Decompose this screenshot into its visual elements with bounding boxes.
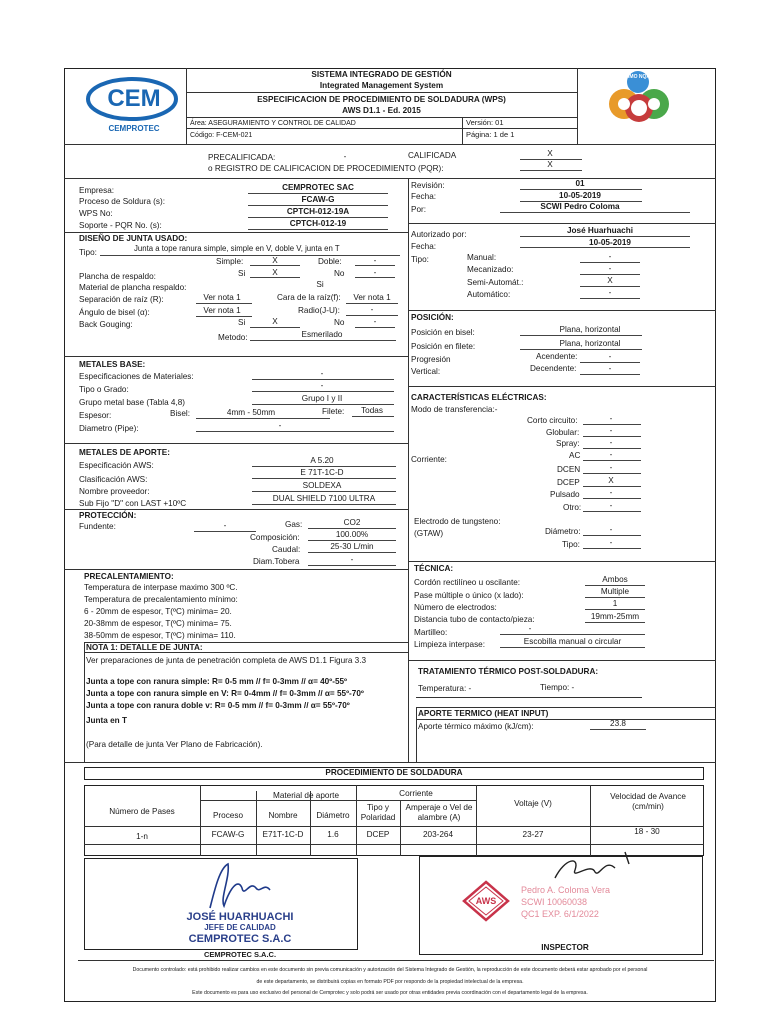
footer-line-2: de este departamento, se distribuirá copias en formato PDF por respondo de la propiedad intelectual de la empresa. <box>256 979 524 985</box>
nota-line-3: Junta a tope con ranura simple en V: R= 0-4mm // f= 0-3mm // α= 55º-70º <box>86 689 364 698</box>
filete-pos-value: Plana, horizontal <box>559 339 621 348</box>
calificada-value: X <box>547 149 553 158</box>
tipo-grado-label: Tipo o Grado: <box>79 385 129 394</box>
num-electrodos-label: Número de electrodos: <box>414 603 497 612</box>
electricas-heading: CARACTERÍSTICAS ELÉCTRICAS: <box>411 393 547 402</box>
footer-line-1: Documento controlado: está prohibido realizar cambios en este documento sin previa comunicación y autorización del Sistema Integrado de Gestión, la reproducción de este documento deberá estar aprobado por el personal <box>132 967 648 973</box>
precal-heading: PRECALENTAMIENTO: <box>84 572 174 581</box>
wps-value: CPTCH-012-19A <box>286 207 350 216</box>
back-si-label: Si <box>238 318 246 327</box>
cell-amperaje: 203-264 <box>422 830 454 839</box>
revision-value: 01 <box>575 179 585 188</box>
limpieza-value: Escobilla manual o circular <box>523 637 622 646</box>
junta-heading: DISEÑO DE JUNTA USADO: <box>79 234 188 243</box>
aporte-heading: METALES DE APORTE: <box>79 448 170 457</box>
modo-label: Modo de transferencia:- <box>411 405 498 414</box>
fundente-label: Fundente: <box>79 522 116 531</box>
weld-type-label: Tipo: <box>411 255 429 264</box>
dcen-label: DCEN <box>557 465 581 474</box>
manual-label: Manual: <box>467 253 497 262</box>
version-text: Versión: 01 <box>466 118 504 127</box>
espesor-label: Espesor: <box>79 411 112 420</box>
tipo-grado-value: - <box>320 381 324 390</box>
automatico-value: - <box>608 288 612 297</box>
decendente-label: Decendente: <box>530 364 577 373</box>
separacion-label: Separación de raíz (R): <box>79 295 164 304</box>
back-gouging-label: Back Gouging: <box>79 320 133 329</box>
por-value: SCWI Pedro Coloma <box>540 202 620 211</box>
proceso-label: Proceso de Soldura (s): <box>79 197 166 206</box>
plancha-si-label: Si <box>238 269 246 278</box>
th-tipo: Tipo y Polaridad <box>360 803 396 822</box>
pase-label: Pase múltiple o único (x lado): <box>414 591 524 600</box>
caudal-value: 25-30 L/min <box>330 542 374 551</box>
procedimiento-heading: PROCEDIMIENTO DE SOLDADURA <box>325 768 463 777</box>
material-respaldo-label: Material de plancha respaldo: <box>79 283 187 292</box>
th-proceso: Proceso <box>212 811 244 820</box>
spray-value: - <box>609 438 613 447</box>
pase-value: Multiple <box>600 587 630 596</box>
globular-value: - <box>609 426 613 435</box>
acendente-value: - <box>608 352 612 361</box>
cara-value: Ver nota 1 <box>353 293 391 302</box>
inspector-line-2: SCWI 10060038 <box>521 897 588 907</box>
cell-velocidad: 18 - 30 <box>634 827 660 836</box>
bisel-pos-label: Posición en bisel: <box>411 328 475 337</box>
back-si-value: X <box>272 317 278 326</box>
grupo-value: Grupo I y II <box>301 394 343 403</box>
header-title-4: AWS D1.1 - Ed. 2015 <box>342 106 421 115</box>
footer-line-3: Este documento es para uso exclusivo del personal de Cemprotec y solo podrá ser usado por otras entidades previa coordinación con el departamento legal de la empresa. <box>192 990 588 996</box>
nota-line-5: Junta en T <box>86 716 127 725</box>
proveedor-label: Nombre proveedor: <box>79 487 150 496</box>
nota-line-4: Junta a tope con ranura doble v: R= 0-5 mm // f= 0-3mm // α= 55º-70º <box>86 701 350 710</box>
th-amperaje: Amperaje o Vel de alambre (A) <box>405 803 473 822</box>
fecha-value: 10-05-2019 <box>559 191 601 200</box>
tiempo-label: Tiempo: - <box>540 683 575 692</box>
pulsado-value: - <box>609 488 613 497</box>
progresion-label: Progresión <box>411 355 451 364</box>
aws-spec-value: A 5.20 <box>310 456 334 465</box>
plancha-no-label: No <box>334 269 345 278</box>
wps-label: WPS No: <box>79 209 113 218</box>
fecha2-label: Fecha: <box>411 242 437 251</box>
precal-line-4: 20-38mm de espesor, T(ºC) minima= 75. <box>84 619 232 628</box>
por-label: Por: <box>411 205 427 214</box>
bisel-pos-value: Plana, horizontal <box>559 325 621 334</box>
pulsado-label: Pulsado <box>550 490 580 499</box>
plancha-si-value: X <box>272 268 278 277</box>
cordon-value: Ambos <box>602 575 628 584</box>
corto-label: Corto circuito: <box>527 416 578 425</box>
precal-line-2: Temperatura de precalentamiento mínimo: <box>84 595 238 604</box>
fecha-label: Fecha: <box>411 192 437 201</box>
proveedor-value: SOLDEXA <box>302 481 342 490</box>
codigo-text: Código: F-CEM-021 <box>190 132 253 139</box>
ac-label: AC <box>569 451 581 460</box>
dcep-value: X <box>608 476 614 485</box>
distancia-value: 19mm-25mm <box>590 612 640 621</box>
tobera-label: Diam.Tobera <box>253 557 300 566</box>
bisel-label: Bisel: <box>170 409 191 418</box>
precal-line-1: Temperatura de interpase maximo 300 ºC. <box>84 583 238 592</box>
back-no-value: - <box>373 317 377 326</box>
th-voltaje: Voltaje (V) <box>514 799 552 808</box>
cell-proceso: FCAW-G <box>211 830 245 839</box>
th-pases: Número de Pases <box>109 807 175 816</box>
limpieza-label: Limpieza interpase: <box>414 640 485 649</box>
heat-max-value: 23.8 <box>610 719 626 728</box>
revision-label: Revisión: <box>411 181 445 190</box>
logo-text: CEM <box>107 85 161 112</box>
th-material: Material de aporte <box>273 791 339 800</box>
precal-line-5: 38-50mm de espesor, T(ºC) minima= 110. <box>84 631 236 640</box>
mecanizado-label: Mecanizado: <box>467 265 514 274</box>
espec-materiales-value: - <box>320 369 324 378</box>
cell-tipo: DCEP <box>366 830 390 839</box>
filete-label: Filete: <box>322 407 345 416</box>
posicion-heading: POSICIÓN: <box>411 313 454 322</box>
header-title-2: Integrated Management System <box>319 81 444 90</box>
cert-badge-label: IMO NQA <box>628 74 650 80</box>
aws-logo-text: AWS <box>475 896 497 906</box>
gas-value: CO2 <box>343 518 361 527</box>
automatico-label: Automático: <box>467 290 511 299</box>
material-respaldo-value: Si <box>316 280 324 289</box>
martilleo-label: Martilleo: <box>414 628 448 637</box>
diametro-tung-label: Diámetro: <box>545 527 581 536</box>
corriente-label: Corriente: <box>411 455 447 464</box>
decendente-value: - <box>608 364 612 373</box>
radio-value: - <box>370 305 374 314</box>
inspector-label: INSPECTOR <box>541 943 589 952</box>
empresa-value: CEMPROTEC SAC <box>282 183 354 192</box>
tratamiento-heading: TRATAMIENTO TÉRMICO POST-SOLDADURA: <box>418 667 599 676</box>
angulo-value: Ver nota 1 <box>203 306 241 315</box>
inspector-line-3: QC1 EXP. 6/1/2022 <box>521 909 599 919</box>
firma-empresa-2: CEMPROTEC S.A.C. <box>203 950 277 959</box>
tecnica-heading: TÉCNICA: <box>414 564 454 573</box>
distancia-label: Distancia tubo de contacto/pieza: <box>414 615 535 624</box>
nota-line-2: Junta a tope con ranura simple: R= 0-5 mm // f= 0-3mm // α= 40º-55º <box>86 677 348 686</box>
heat-heading: APORTE TERMICO (HEAT INPUT) <box>418 709 549 718</box>
metales-base-heading: METALES BASE: <box>79 360 146 369</box>
junta-tipo-label: Tipo: <box>79 248 97 257</box>
caudal-label: Caudal: <box>272 545 301 554</box>
cell-nombre: E71T-1C-D <box>262 830 304 839</box>
otro-value: - <box>609 501 613 510</box>
autorizado-value: José Huarhuachi <box>567 226 633 235</box>
registro-label: o REGISTRO DE CALIFICACION DE PROCEDIMIENTO (PQR): <box>208 164 444 173</box>
precalificada-value: - <box>343 152 347 161</box>
semi-value: X <box>607 276 613 285</box>
doble-label: Doble: <box>318 257 342 266</box>
dcep-label: DCEP <box>557 478 580 487</box>
gas-label: Gas: <box>285 520 303 529</box>
junta-tipo-value: Junta a tope ranura simple, simple en V, doble V, junta en T <box>134 244 340 253</box>
sub-fijo-label: Sub Fijo "D" con LAST +10ºC <box>79 499 187 508</box>
cordon-label: Cordón rectilíneo u oscilante: <box>414 578 521 587</box>
vertical-label: Vertical: <box>411 367 441 376</box>
tipo-tung-value: - <box>609 538 613 547</box>
precal-line-3: 6 - 20mm de espesor, T(ºC) minima= 20. <box>84 607 232 616</box>
doble-value: - <box>373 256 377 265</box>
soporte-value: CPTCH-012-19 <box>289 219 347 228</box>
mecanizado-value: - <box>608 264 612 273</box>
th-corriente: Corriente <box>399 789 433 798</box>
tipo-tung-label: Tipo: <box>562 540 580 549</box>
corto-value: - <box>609 414 613 423</box>
empresa-label: Empresa: <box>79 186 115 195</box>
signature-scribble <box>190 858 280 918</box>
firma-empresa: CEMPROTEC S.A.C <box>188 933 292 945</box>
angulo-label: Ángulo de bisel (α): <box>79 308 150 317</box>
composicion-value: 100.00% <box>335 530 369 539</box>
espec-materiales-label: Especificaciones de Materiales: <box>79 372 194 381</box>
simple-label: Simple: <box>216 257 244 266</box>
martilleo-value: - <box>528 624 532 633</box>
diametro-pipe-value: - <box>278 421 282 430</box>
plancha-no-value: - <box>373 268 377 277</box>
ac-value: - <box>609 450 613 459</box>
semi-label: Semi-Automát.: <box>467 278 524 287</box>
th-diametro: Diámetro <box>316 811 350 820</box>
inspector-signature-scribble <box>545 848 645 888</box>
tobera-value: - <box>350 555 354 564</box>
gtaw-label: (GTAW) <box>414 529 444 538</box>
firma-cargo: JEFE DE CALIDAD <box>204 923 276 932</box>
dcen-value: - <box>609 463 613 472</box>
back-no-label: No <box>334 318 345 327</box>
inspector-line-1: Pedro A. Coloma Vera <box>521 885 611 895</box>
th-nombre: Nombre <box>268 811 298 820</box>
diametro-tung-value: - <box>609 525 613 534</box>
firma-nombre: JOSÉ HUARHUACHI <box>186 911 294 923</box>
nota-heading: NOTA 1: DETALLE DE JUNTA: <box>86 643 203 652</box>
cara-label: Cara de la raíz(f): <box>277 293 341 302</box>
num-electrodos-value: 1 <box>612 599 618 608</box>
acendente-label: Acendente: <box>536 352 578 361</box>
sub-fijo-value: DUAL SHIELD 7100 ULTRA <box>272 494 376 503</box>
cell-voltaje: 23-27 <box>522 830 544 839</box>
filete-pos-label: Posición en filete: <box>411 342 476 351</box>
logo-subtitle: CEMPROTEC <box>108 124 160 133</box>
aws-spec-label: Especificación AWS: <box>79 461 154 470</box>
nota-line-6: (Para detalle de junta Ver Plano de Fabricación). <box>86 740 263 749</box>
grupo-label: Grupo metal base (Tabla 4,8) <box>79 398 186 407</box>
otro-label: Otro: <box>563 503 582 512</box>
area-text: Área: ASEGURAMIENTO Y CONTROL DE CALIDAD <box>190 120 356 127</box>
globular-label: Globular: <box>546 428 580 437</box>
nota-line-1: Ver preparaciones de junta de penetración completa de AWS D1.1 Figura 3.3 <box>86 656 367 665</box>
pagina-text: Página: 1 de 1 <box>466 130 515 139</box>
manual-value: - <box>608 252 612 261</box>
filete-value: Todas <box>361 406 383 415</box>
precalificada-label: PRECALIFICADA: <box>208 153 276 162</box>
spray-label: Spray: <box>556 439 580 448</box>
diametro-pipe-label: Diametro (Pipe): <box>79 424 139 433</box>
aws-class-value: E 71T-1C-D <box>300 468 344 477</box>
fecha2-value: 10-05-2019 <box>589 238 631 247</box>
fundente-value: - <box>223 521 227 530</box>
composicion-label: Composición: <box>250 533 300 542</box>
header-title-1: SISTEMA INTEGRADO DE GESTIÓN <box>311 70 452 79</box>
separacion-value: Ver nota 1 <box>203 293 241 302</box>
aws-class-label: Clasificación AWS: <box>79 475 148 484</box>
proceso-value: FCAW-G <box>301 195 335 204</box>
header-title-3: ESPECIFICACION DE PROCEDIMIENTO DE SOLDADURA (WPS) <box>257 95 506 104</box>
simple-value: X <box>272 256 278 265</box>
tungsteno-label: Electrodo de tungsteno: <box>414 517 501 526</box>
bisel-value: 4mm - 50mm <box>226 408 276 417</box>
calificada-label: CALIFICADA <box>408 151 457 160</box>
autorizado-label: Autorizado por: <box>411 230 467 239</box>
soporte-label: Soporte - PQR No. (s): <box>79 221 162 230</box>
cell-pases: 1-n <box>136 832 148 841</box>
temperatura-label: Temperatura: - <box>418 684 472 693</box>
metodo-label: Metodo: <box>218 333 248 342</box>
heat-max-label: Aporte térmico máximo (kJ/cm): <box>418 722 534 731</box>
plancha-label: Plancha de respaldo: <box>79 272 156 281</box>
cell-diametro: 1.6 <box>327 830 339 839</box>
th-velocidad: Velocidad de Avance (cm/min) <box>610 792 686 811</box>
proteccion-heading: PROTECCIÓN: <box>79 511 137 520</box>
registro-value: X <box>547 160 553 169</box>
radio-label: Radio(J-U): <box>298 306 340 315</box>
metodo-value: Esmerilado <box>301 330 343 339</box>
